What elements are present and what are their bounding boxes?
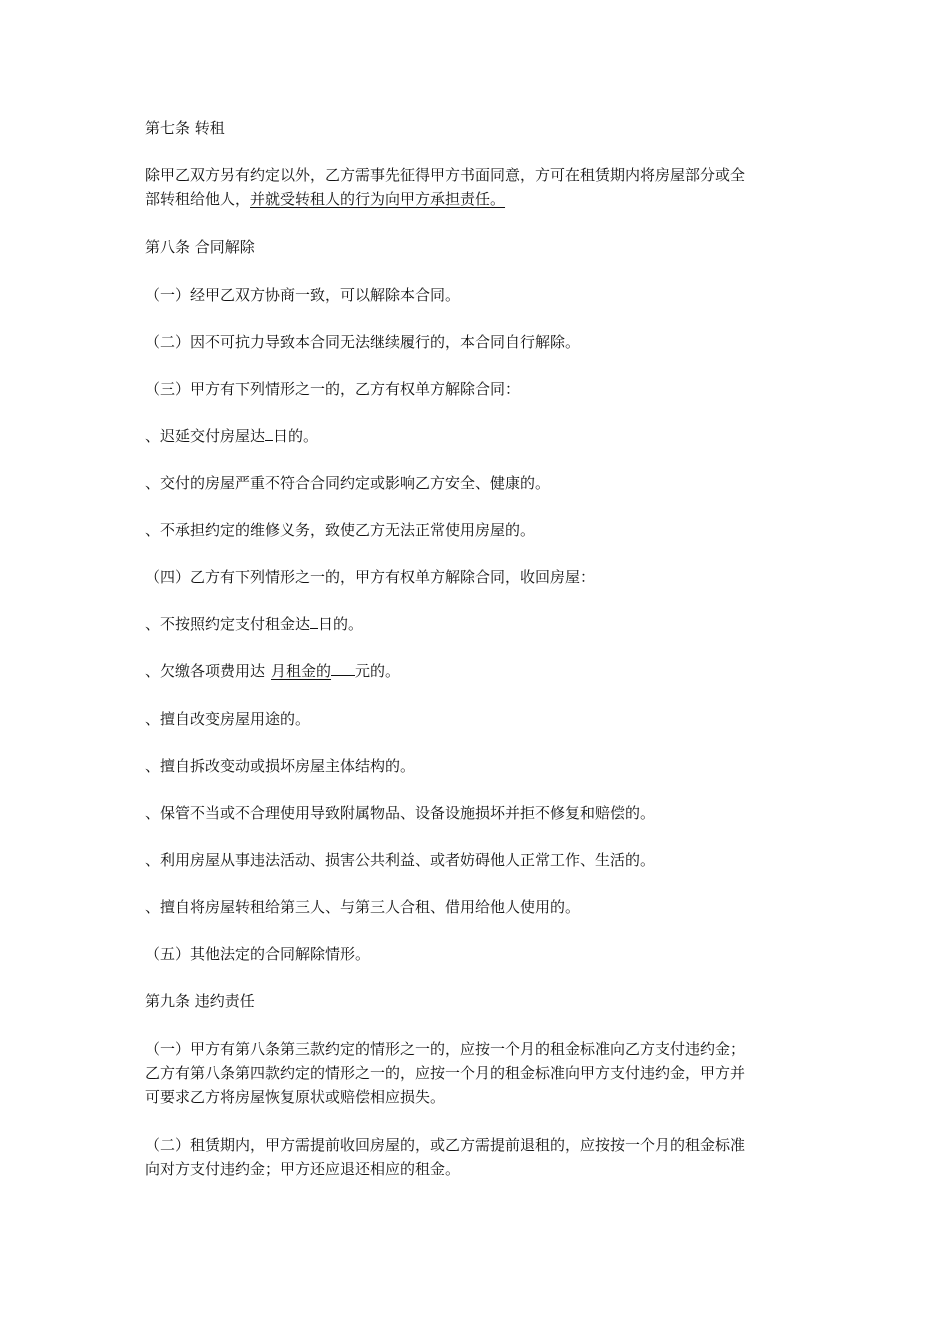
article9-heading: 第九条 违约责任 xyxy=(145,992,255,1010)
article8-item3-sub3: 、不承担约定的维修义务，致使乙方无法正常使用房屋的。 xyxy=(145,521,536,539)
article8-item3-sub1 xyxy=(145,425,318,447)
sub2-suffix: 元的。 xyxy=(355,662,401,680)
article9-item1-line3: 可要求乙方将房屋恢复原状或赔偿相应损失。 xyxy=(145,1088,446,1106)
blank-days xyxy=(265,440,273,441)
article9-item2-line1: （二）租赁期内，甲方需提前收回房屋的，或乙方需提前退租的，应按按一个月的租金标准 xyxy=(145,1136,746,1154)
sub1-suffix: 日的。 xyxy=(273,427,319,445)
blank-amount xyxy=(331,675,355,676)
article7-para-line1: 除甲乙双方另有约定以外，乙方需事先征得甲方书面同意，方可在租赁期内将房屋部分或全 xyxy=(145,166,746,184)
article9-item1-line1: （一）甲方有第八条第三款约定的情形之一的，应按一个月的租金标准向乙方支付违约金； xyxy=(145,1040,746,1058)
article8-item3-sub2: 、交付的房屋严重不符合合同约定或影响乙方安全、健康的。 xyxy=(145,474,551,492)
article8-heading: 第八条 合同解除 xyxy=(145,238,255,256)
article8-item4-sub6: 、利用房屋从事违法活动、损害公共利益、或者妨碍他人正常工作、生活的。 xyxy=(145,851,656,869)
article8-item3: （三）甲方有下列情形之一的，乙方有权单方解除合同： xyxy=(145,380,521,398)
article7-heading: 第七条 转租 xyxy=(145,119,225,137)
sub1-suffix: 日的。 xyxy=(318,615,364,633)
article9-item2-line2: 向对方支付违约金；甲方还应退还相应的租金。 xyxy=(145,1160,461,1178)
article7-para-line2-start: 部转租给他人， xyxy=(145,190,251,208)
blank-days xyxy=(310,628,318,629)
sub2-text: 、欠缴各项费用达 xyxy=(145,662,266,680)
article8-item4-sub2 xyxy=(145,660,400,682)
article7-underlined-clause: 并就受转租人的行为向甲方承担责任。 xyxy=(250,190,506,208)
article8-item4: （四）乙方有下列情形之一的，甲方有权单方解除合同，收回房屋： xyxy=(145,568,596,586)
article8-item2: （二）因不可抗力导致本合同无法继续履行的，本合同自行解除。 xyxy=(145,333,581,351)
article8-item4-sub3: 、擅自改变房屋用途的。 xyxy=(145,710,311,728)
sub2-underlined: 月租金的 xyxy=(271,662,332,680)
article8-item4-sub7: 、擅自将房屋转租给第三人、与第三人合租、借用给他人使用的。 xyxy=(145,898,581,916)
article8-item1: （一）经甲乙双方协商一致，可以解除本合同。 xyxy=(145,286,461,304)
article8-item4-sub1 xyxy=(145,613,363,635)
article9-item1-line2: 乙方有第八条第四款约定的情形之一的，应按一个月的租金标准向甲方支付违约金，甲方并 xyxy=(145,1064,746,1082)
article8-item5: （五）其他法定的合同解除情形。 xyxy=(145,945,371,963)
sub1-text: 、迟延交付房屋达 xyxy=(145,427,266,445)
article8-item4-sub4: 、擅自拆改变动或损坏房屋主体结构的。 xyxy=(145,757,416,775)
article7-para-line2 xyxy=(145,188,505,210)
sub1-text: 、不按照约定支付租金达 xyxy=(145,615,311,633)
article8-item4-sub5: 、保管不当或不合理使用导致附属物品、设备设施损坏并拒不修复和赔偿的。 xyxy=(145,804,656,822)
